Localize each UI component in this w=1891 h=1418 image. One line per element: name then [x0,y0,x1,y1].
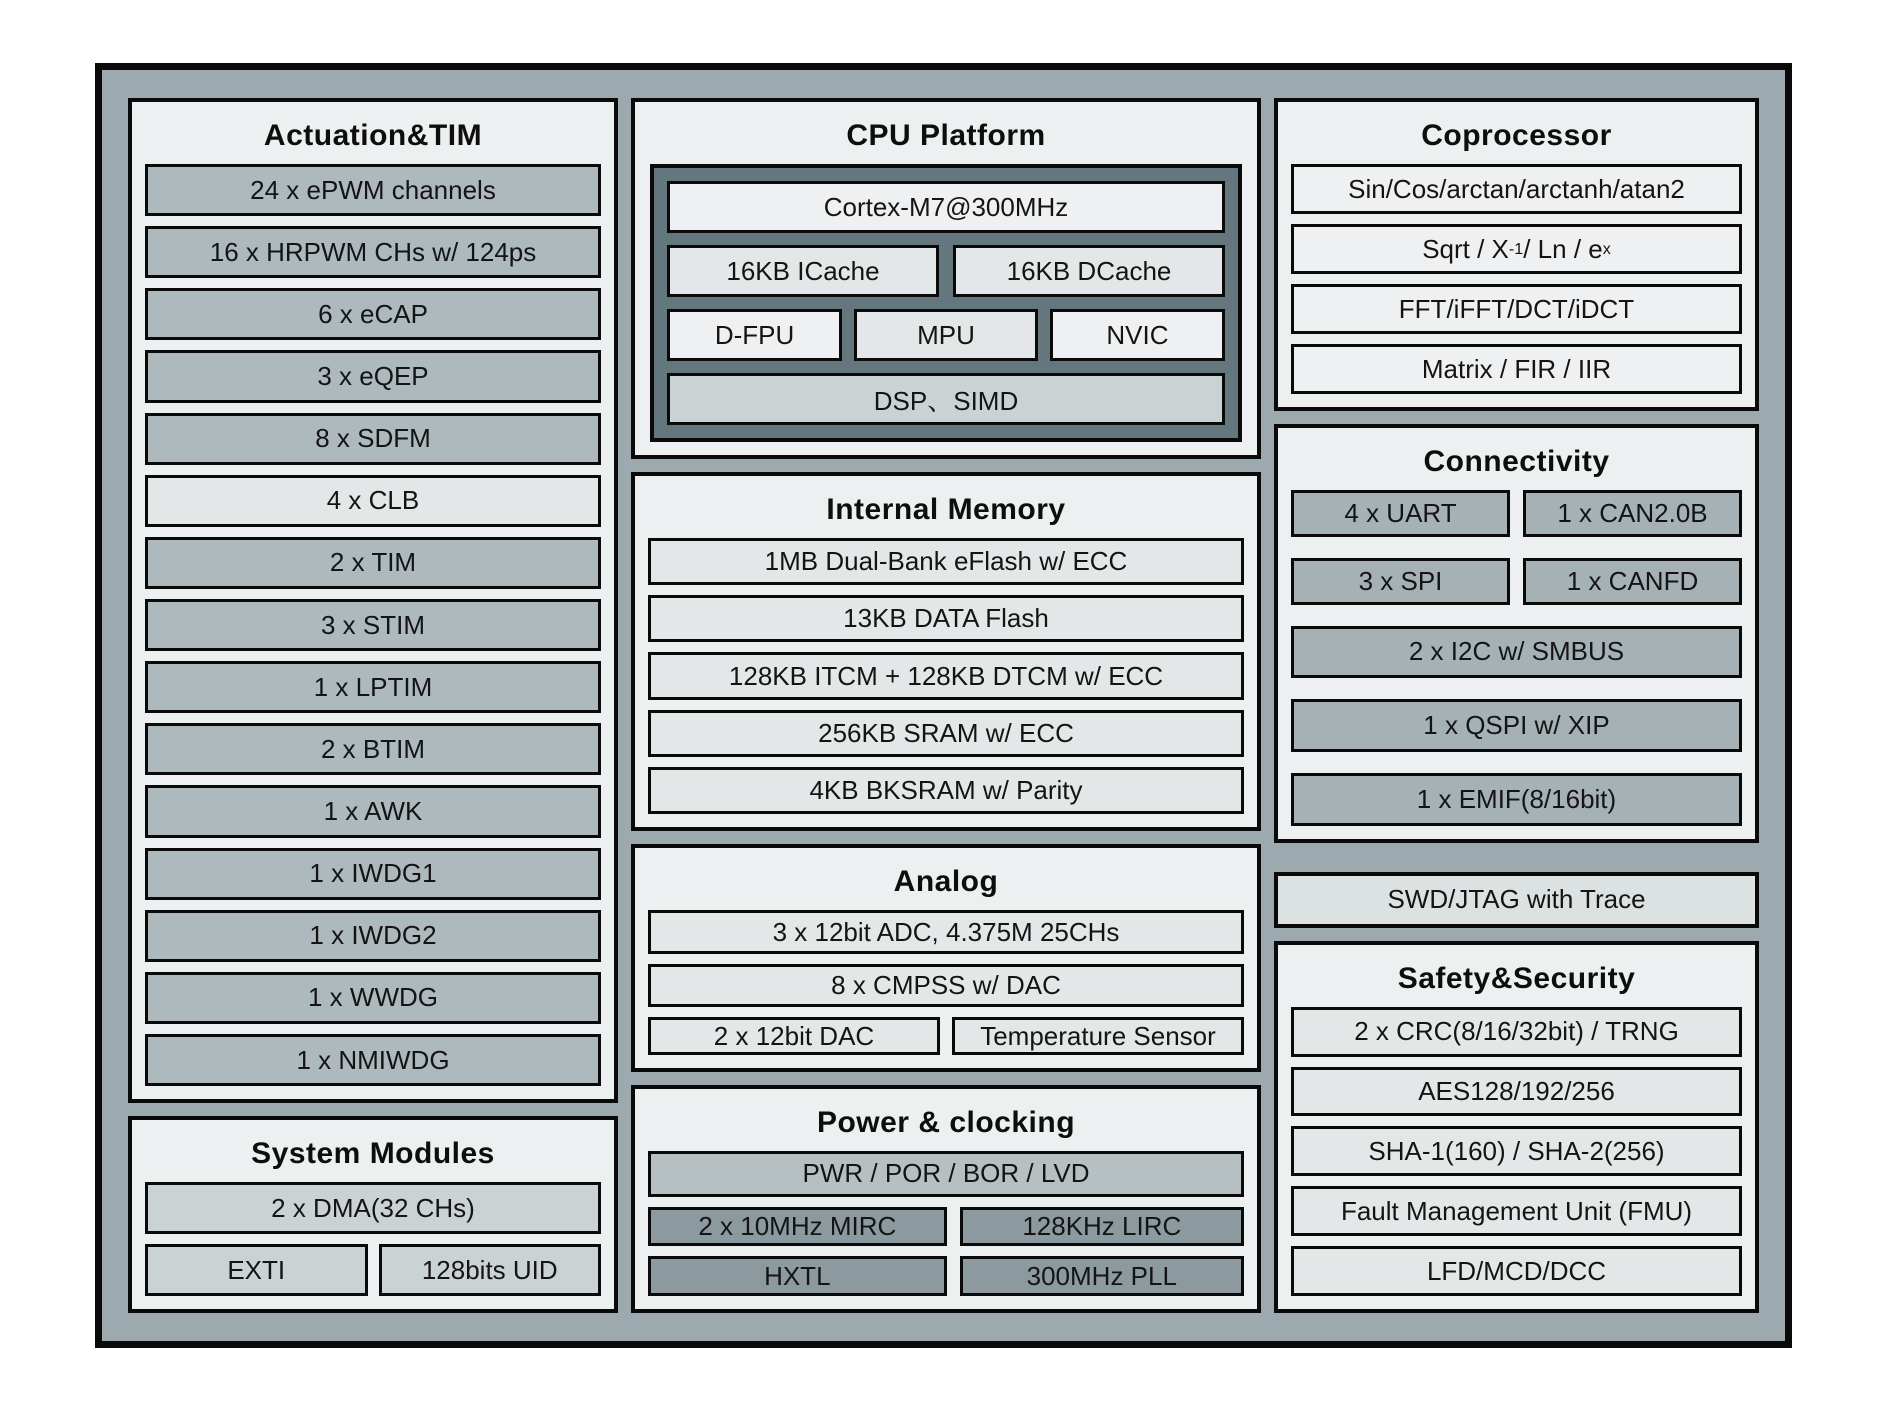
block-dsp-simd: DSP、SIMD [667,373,1225,425]
column-left [128,98,618,1313]
block-dcache: 16KB DCache [953,245,1225,297]
block-nvic: NVIC [1050,309,1225,361]
block-bksram: 4KB BKSRAM w/ Parity [648,767,1244,814]
block-adc: 3 x 12bit ADC, 4.375M 25CHs [648,910,1244,954]
block-matrix-fir: Matrix / FIR / IIR [1291,344,1742,394]
section-system-modules [128,1116,618,1313]
block-lptim: 1 x LPTIM [145,661,601,713]
cpu-unit-row [667,309,1225,361]
analog-split-row [648,1017,1244,1055]
sqrt-text-a: Sqrt / X [1422,233,1509,264]
block-canfd: 1 x CANFD [1523,558,1742,605]
section-analog [631,844,1261,1072]
sqrt-text-c: / Ln / e [1523,233,1603,264]
block-dma: 2 x DMA(32 CHs) [145,1182,601,1234]
block-qspi: 1 x QSPI w/ XIP [1291,699,1742,752]
cpu-platform-title: CPU Platform [846,119,1046,152]
mcu-block-diagram [95,63,1792,1348]
block-itcm-dtcm: 128KB ITCM + 128KB DTCM w/ ECC [648,652,1244,699]
block-uid: 128bits UID [379,1244,602,1296]
section-coprocessor [1274,98,1759,411]
block-cortex-m7: Cortex-M7@300MHz [667,181,1225,233]
system-modules-rows [145,1182,601,1296]
coprocessor-title: Coprocessor [1421,119,1612,152]
block-lirc: 128KHz LIRC [960,1207,1244,1247]
connectivity-split-row-1 [1291,490,1742,537]
block-sha: SHA-1(160) / SHA-2(256) [1291,1126,1742,1176]
block-ecap: 6 x eCAP [145,288,601,340]
column-middle [631,98,1261,1313]
block-iwdg1: 1 x IWDG1 [145,848,601,900]
block-temp-sensor: Temperature Sensor [952,1017,1244,1055]
block-can: 1 x CAN2.0B [1523,490,1742,537]
system-modules-title: System Modules [251,1137,495,1170]
block-dac: 2 x 12bit DAC [648,1017,940,1055]
cpu-cache-row [667,245,1225,297]
block-mirc: 2 x 10MHz MIRC [648,1207,947,1247]
block-icache: 16KB ICache [667,245,939,297]
block-eqep: 3 x eQEP [145,350,601,402]
block-crc-trng: 2 x CRC(8/16/32bit) / TRNG [1291,1007,1742,1057]
block-hxtl: HXTL [648,1256,947,1296]
block-lfd-mcd-dcc: LFD/MCD/DCC [1291,1246,1742,1296]
block-awk: 1 x AWK [145,785,601,837]
coprocessor-rows [1291,164,1742,394]
section-power-clocking [631,1085,1261,1313]
block-eflash: 1MB Dual-Bank eFlash w/ ECC [648,538,1244,585]
section-internal-memory [631,472,1261,831]
block-iwdg2: 1 x IWDG2 [145,910,601,962]
block-sqrt-ln-exp: Sqrt / X -1 / Ln / e x [1291,224,1742,274]
safety-security-title: Safety&Security [1397,961,1636,995]
block-aes: AES128/192/256 [1291,1067,1742,1117]
block-pll: 300MHz PLL [960,1256,1244,1296]
safety-security-rows [1291,1007,1742,1296]
actuation-tim-title: Actuation&TIM [263,119,483,152]
block-btim: 2 x BTIM [145,723,601,775]
internal-memory-title: Internal Memory [826,493,1066,526]
cpu-core-container [650,164,1242,442]
block-swd-jtag: SWD/JTAG with Trace [1274,872,1759,928]
analog-title: Analog [893,865,999,899]
block-i2c: 2 x I2C w/ SMBUS [1291,626,1742,679]
block-exti: EXTI [145,1244,368,1296]
block-fmu: Fault Management Unit (FMU) [1291,1186,1742,1236]
block-wwdg: 1 x WWDG [145,972,601,1024]
section-cpu-platform [631,98,1261,459]
section-safety-security [1274,941,1759,1313]
power-clocking-rows [648,1151,1244,1296]
power-split-row-1 [648,1207,1244,1247]
column-right [1274,98,1759,1313]
block-emif: 1 x EMIF(8/16bit) [1291,773,1742,826]
block-sdfm: 8 x SDFM [145,413,601,465]
block-dfpu: D-FPU [667,309,842,361]
block-cmpss: 8 x CMPSS w/ DAC [648,964,1244,1008]
system-split-row [145,1244,601,1296]
block-mpu: MPU [854,309,1038,361]
actuation-rows [145,164,601,1086]
block-nmiwdg: 1 x NMIWDG [145,1034,601,1086]
connectivity-title: Connectivity [1423,445,1610,479]
power-split-row-2 [648,1256,1244,1296]
connectivity-split-row-2 [1291,558,1742,605]
block-stim: 3 x STIM [145,599,601,651]
section-actuation-tim [128,98,618,1103]
block-data-flash: 13KB DATA Flash [648,595,1244,642]
connectivity-rows [1291,490,1742,825]
block-pwr-por: PWR / POR / BOR / LVD [648,1151,1244,1197]
block-tim: 2 x TIM [145,537,601,589]
block-epwm: 24 x ePWM channels [145,164,601,216]
block-clb: 4 x CLB [145,475,601,527]
block-hrpwm: 16 x HRPWM CHs w/ 124ps [145,226,601,278]
block-spi: 3 x SPI [1291,558,1510,605]
power-clocking-title: Power & clocking [816,1106,1076,1140]
block-uart: 4 x UART [1291,490,1510,537]
block-trig: Sin/Cos/arctan/arctanh/atan2 [1291,164,1742,214]
block-sram: 256KB SRAM w/ ECC [648,710,1244,757]
internal-memory-rows [648,538,1244,814]
section-connectivity [1274,424,1759,842]
analog-rows [648,910,1244,1055]
block-fft: FFT/iFFT/DCT/iDCT [1291,284,1742,334]
